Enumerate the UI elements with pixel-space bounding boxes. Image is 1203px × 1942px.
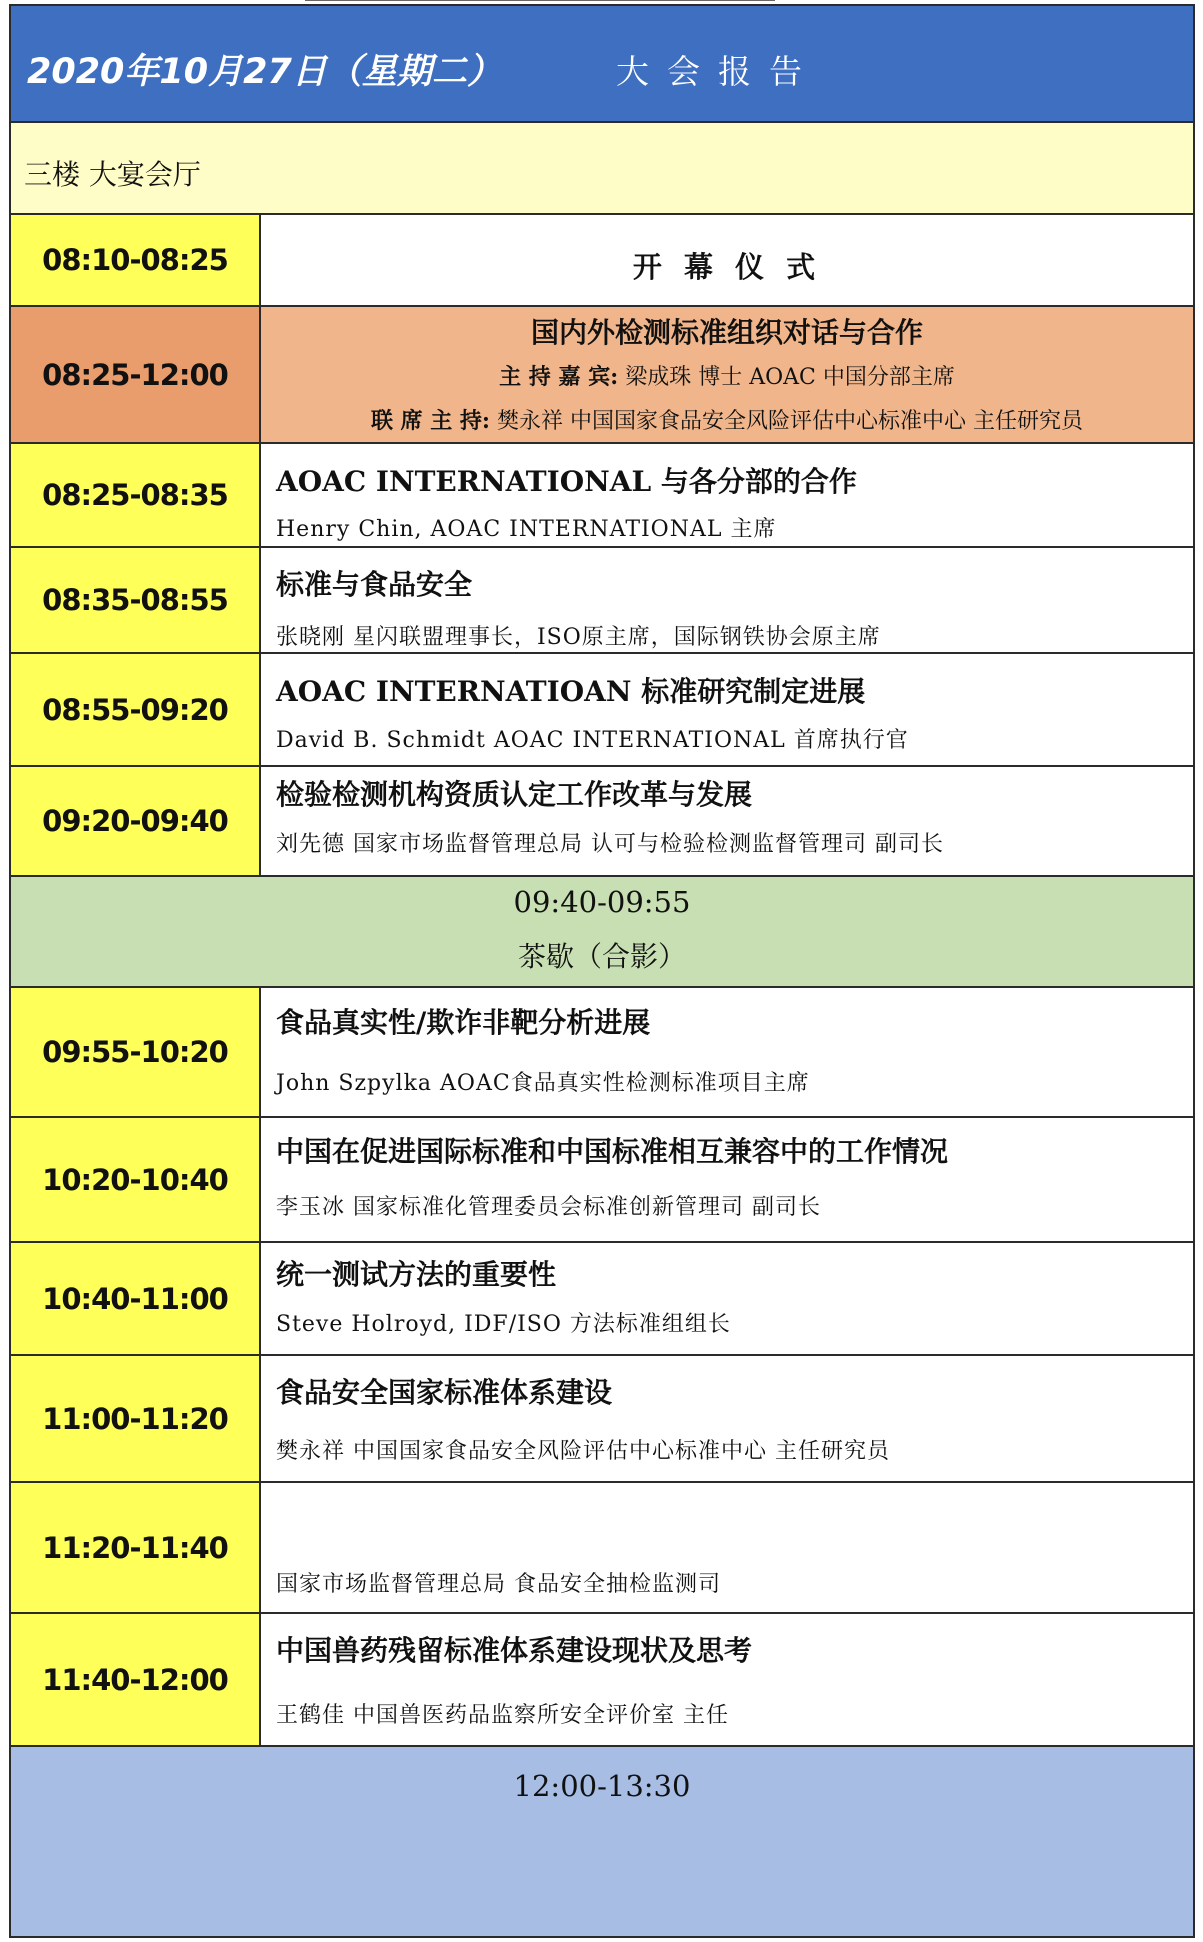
opening-row: [11, 215, 1193, 307]
break-label: 茶歇（合影）: [517, 940, 686, 973]
talk-row: [11, 548, 1193, 654]
talk-title: 统一测试方法的重要性: [276, 1258, 557, 1291]
talk-speaker: 国家市场监督管理总局 食品安全抽检监测司: [276, 1572, 721, 1597]
session-row: [11, 307, 1193, 444]
time-slot: 08:25-12:00: [11, 307, 261, 442]
talk-speaker: 刘先德 国家市场监督管理总局 认可与检验检测监督管理司 副司长: [276, 832, 944, 857]
talk-row: [11, 988, 1193, 1118]
time-slot: 09:55-10:20: [11, 988, 261, 1116]
time-slot: 11:20-11:40: [11, 1483, 261, 1612]
talk-title: AOAC INTERNATIONAL 与各分部的合作: [276, 465, 857, 498]
venue-row: [11, 123, 1193, 215]
talk-row: [11, 1614, 1193, 1747]
talk-row: [11, 1118, 1193, 1243]
talk-speaker: 李玉冰 国家标准化管理委员会标准创新管理司 副司长: [276, 1195, 821, 1220]
host-name: 梁成珠 博士 AOAC 中国分部主席: [625, 365, 955, 390]
session-host: [261, 360, 1193, 391]
session-cohost: [261, 404, 1193, 435]
header-date: 2020年10月27日（星期二）: [27, 52, 502, 92]
schedule-table: [9, 4, 1195, 1938]
schedule-header: [11, 6, 1193, 123]
talk-row: [11, 767, 1193, 877]
talk-title: 食品安全国家标准体系建设: [276, 1376, 613, 1409]
time-slot: 08:10-08:25: [11, 215, 261, 305]
time-slot: 10:20-10:40: [11, 1118, 261, 1241]
talk-title: 标准与食品安全: [276, 568, 473, 601]
lunch-time: 12:00-13:30: [513, 1769, 691, 1803]
talk-title: 检验检测机构资质认定工作改革与发展: [276, 778, 753, 811]
talk-row: [11, 444, 1193, 548]
time-slot: 09:20-09:40: [11, 767, 261, 875]
talk-row: [11, 1243, 1193, 1356]
header-title: 大会报告: [616, 52, 820, 91]
session-title: 国内外检测标准组织对话与合作: [530, 316, 923, 349]
host-label: 主 持 嘉 宾:: [499, 364, 619, 390]
talk-speaker: John Szpylka AOAC食品真实性检测标准项目主席: [276, 1071, 810, 1096]
talk-speaker: Steve Holroyd, IDF/ISO 方法标准组组长: [276, 1312, 731, 1337]
talk-speaker: Henry Chin, AOAC INTERNATIONAL 主席: [276, 517, 777, 542]
time-slot: 08:25-08:35: [11, 444, 261, 546]
cohost-name: 樊永祥 中国国家食品安全风险评估中心标准中心 主任研究员: [497, 409, 1084, 434]
break-time: 09:40-09:55: [513, 885, 691, 919]
talk-title: 食品真实性/欺诈非靶分析进展: [276, 1006, 651, 1039]
time-slot: 11:40-12:00: [11, 1614, 261, 1745]
talk-speaker: 王鹤佳 中国兽医药品监察所安全评价室 主任: [276, 1703, 729, 1728]
talk-speaker: 张晓刚 星闪联盟理事长，ISO原主席，国际钢铁协会原主席: [276, 625, 881, 650]
talk-title: 中国在促进国际标准和中国标准相互兼容中的工作情况: [276, 1135, 949, 1168]
talk-row: [11, 1483, 1193, 1614]
venue-label: 三楼 大宴会厅: [24, 158, 201, 191]
lunch-row: [11, 1747, 1193, 1936]
talk-speaker: David B. Schmidt AOAC INTERNATIONAL 首席执行官: [276, 728, 909, 753]
time-slot: 08:55-09:20: [11, 654, 261, 765]
time-slot: 08:35-08:55: [11, 548, 261, 652]
time-slot: 10:40-11:00: [11, 1243, 261, 1354]
talk-title: 中国兽药残留标准体系建设现状及思考: [276, 1634, 753, 1667]
talk-title: AOAC INTERNATIOAN 标准研究制定进展: [276, 675, 866, 708]
talk-row: [11, 1356, 1193, 1483]
talk-speaker: 樊永祥 中国国家食品安全风险评估中心标准中心 主任研究员: [276, 1439, 890, 1464]
talk-row: [11, 654, 1193, 767]
cohost-label: 联 席 主 持:: [370, 408, 491, 434]
break-row: [11, 877, 1193, 988]
time-slot: 11:00-11:20: [11, 1356, 261, 1481]
opening-title: 开 幕 仪 式: [632, 250, 822, 284]
